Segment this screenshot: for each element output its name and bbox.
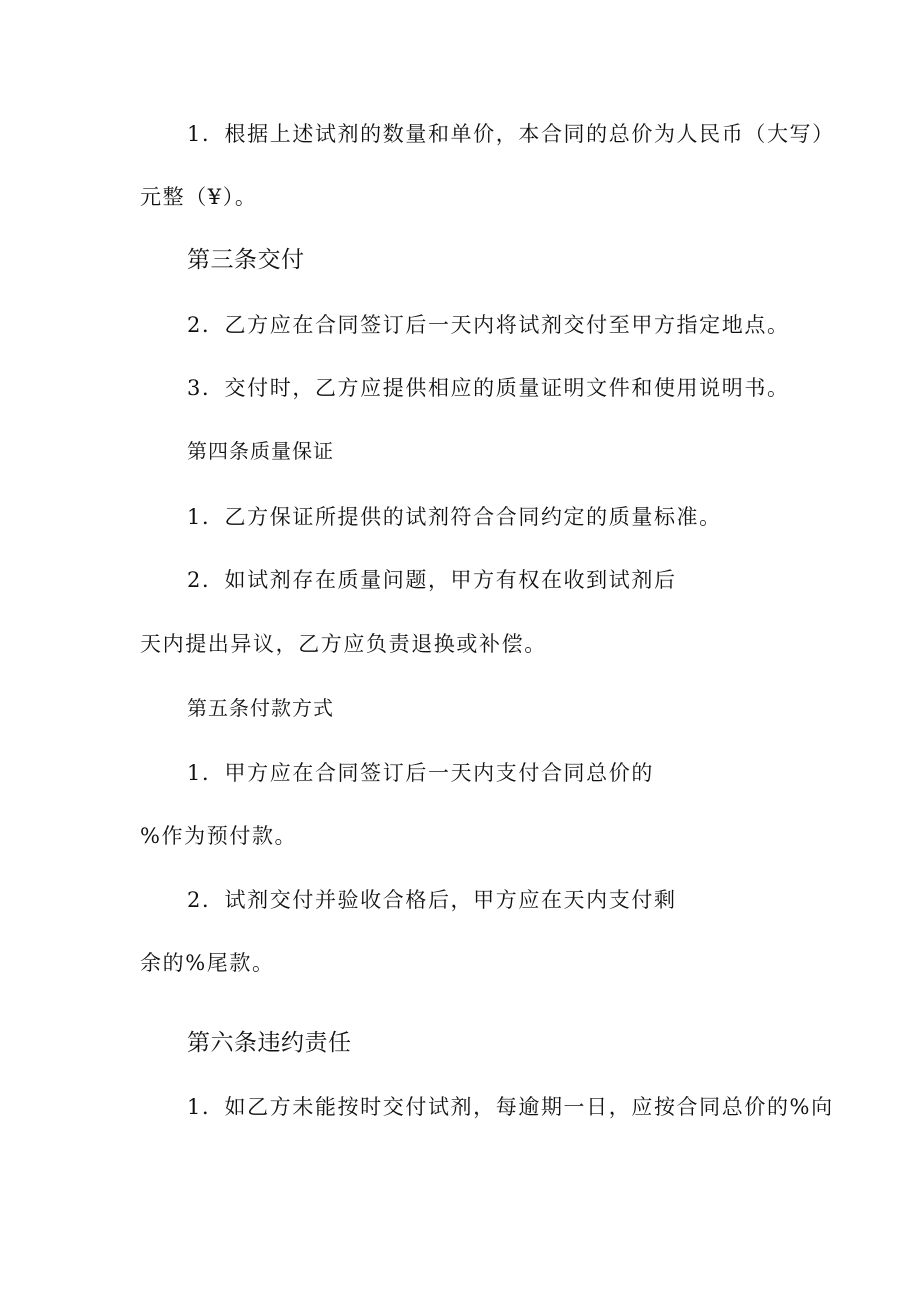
quality-item-2-continued: 天内提出异议，乙方应负责退换或补偿。 [140,632,547,656]
delivery-item-3: 3．交付时，乙方应提供相应的质量证明文件和使用说明书。 [187,376,790,400]
delivery-item-2: 2．乙方应在合同签订后一天内将试剂交付至甲方指定地点。 [187,313,790,337]
clause-2-item-1: 1．根据上述试剂的数量和单价，本合同的总价为人民币（大写） [187,122,835,146]
section-heading-liability: 第六条违约责任 [187,1030,352,1056]
payment-item-1-continued: %作为预付款。 [140,824,298,848]
liability-item-1: 1．如乙方未能按时交付试剂，每逾期一日，应按合同总价的%向 [187,1095,834,1119]
payment-item-1: 1．甲方应在合同签订后一天内支付合同总价的 [187,761,654,785]
payment-item-2: 2．试剂交付并验收合格后，甲方应在天内支付剩 [187,888,677,912]
clause-2-item-1-continued: 元整（¥）。 [140,185,258,209]
section-heading-quality: 第四条质量保证 [187,439,334,463]
section-heading-payment: 第五条付款方式 [187,696,334,720]
quality-item-1: 1．乙方保证所提供的试剂符合合同约定的质量标准。 [187,505,722,529]
quality-item-2: 2．如试剂存在质量问题，甲方有权在收到试剂后 [187,568,677,592]
section-heading-delivery: 第三条交付 [187,247,305,273]
payment-item-2-continued: 余的%尾款。 [140,951,275,975]
